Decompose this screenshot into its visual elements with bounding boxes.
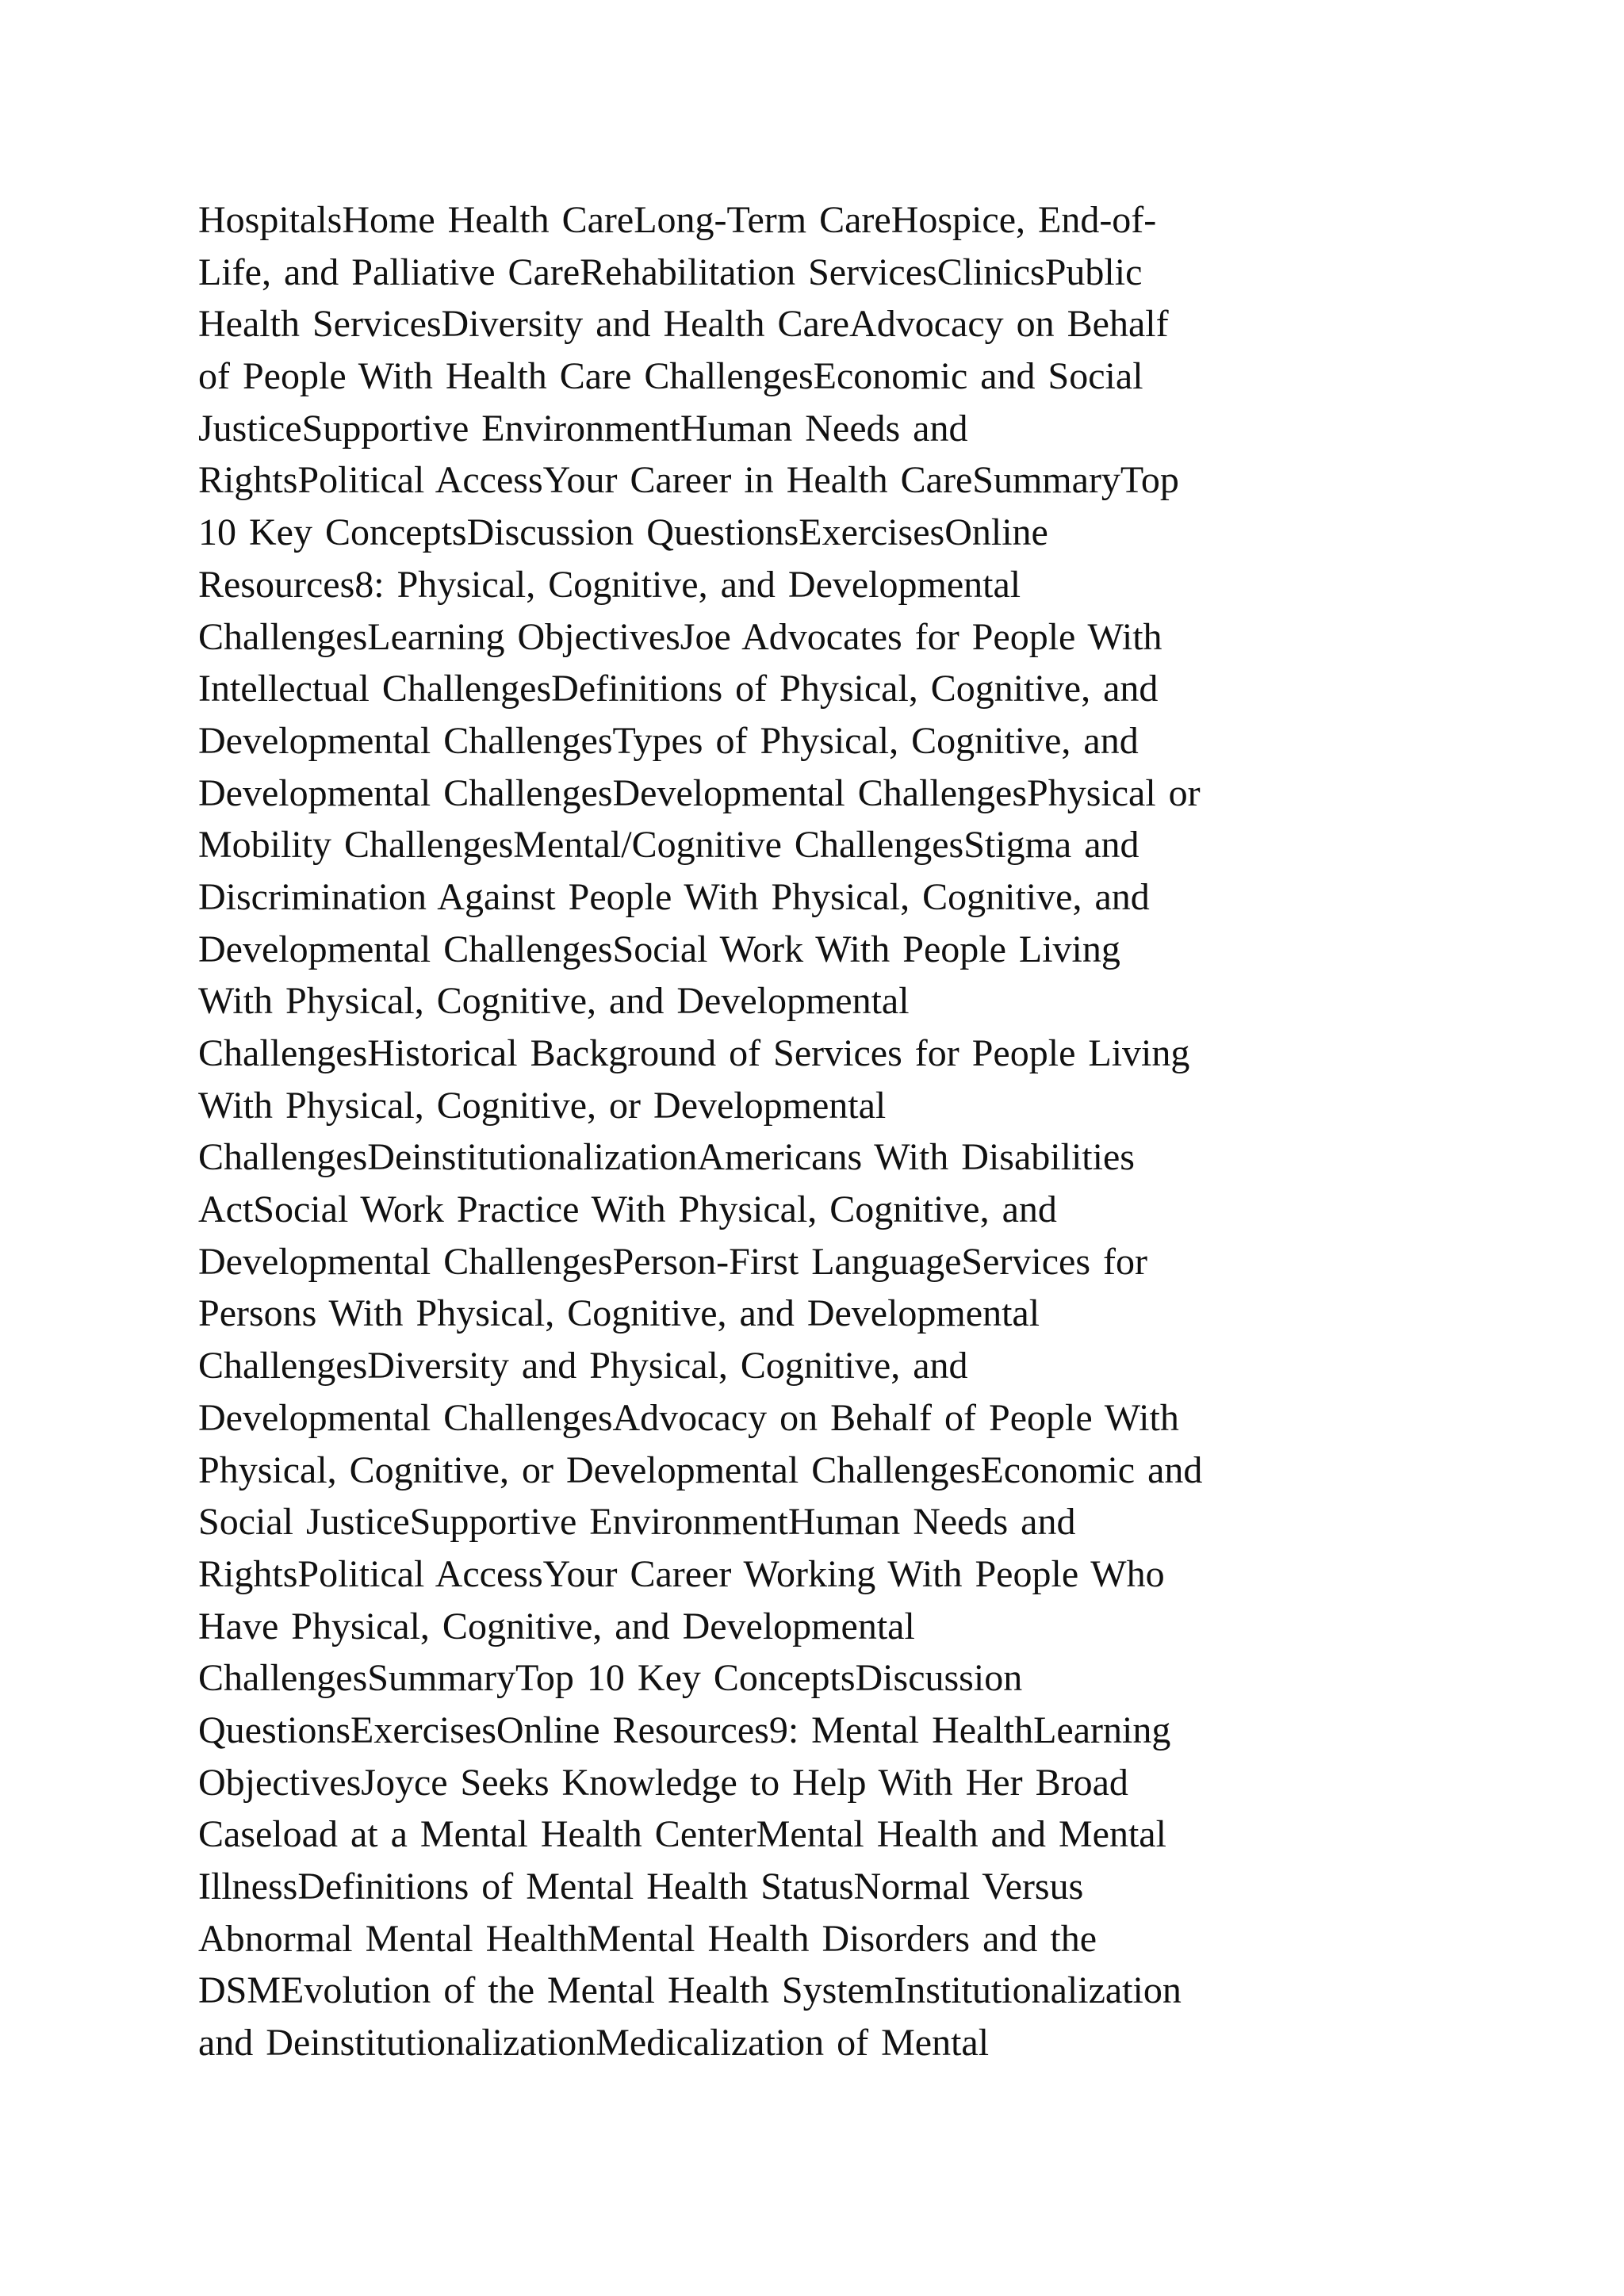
text-line: Developmental ChallengesDevelopmental ChallengesPhysical or: [198, 771, 1201, 814]
text-line: Abnormal Mental HealthMental Health Disorders and the: [198, 1917, 1097, 1960]
text-line: Mobility ChallengesMental/Cognitive ChallengesStigma and: [198, 824, 1139, 867]
text-line: With Physical, Cognitive, or Developmental: [198, 1084, 887, 1127]
text-line: Health ServicesDiversity and Health CareAdvocacy on Behalf: [198, 303, 1169, 346]
text-line: Developmental ChallengesTypes of Physical, Cognitive, and: [198, 719, 1139, 762]
text-line: Social JusticeSupportive EnvironmentHuman Needs and: [198, 1501, 1076, 1544]
text-line: Have Physical, Cognitive, and Developmental: [198, 1605, 915, 1647]
text-line: Developmental ChallengesAdvocacy on Behalf of People With: [198, 1396, 1179, 1439]
body-text: [198, 194, 1467, 2069]
text-line: ChallengesLearning ObjectivesJoe Advocates for People With: [198, 615, 1162, 658]
text-line: and DeinstitutionalizationMedicalization of Mental: [198, 2022, 990, 2064]
text-line: ActSocial Work Practice With Physical, Cognitive, and: [198, 1188, 1057, 1231]
text-line: Caseload at a Mental Health CenterMental Health and Mental: [198, 1813, 1166, 1856]
text-line: ChallengesSummaryTop 10 Key ConceptsDiscussion: [198, 1657, 1023, 1700]
text-line: Intellectual ChallengesDefinitions of Physical, Cognitive, and: [198, 668, 1159, 710]
text-line: of People With Health Care ChallengesEconomic and Social: [198, 355, 1143, 398]
text-line: HospitalsHome Health CareLong-Term CareHospice, End-of-: [198, 199, 1157, 241]
text-line: Physical, Cognitive, or Developmental ChallengesEconomic and: [198, 1448, 1203, 1491]
text-line: QuestionsExercisesOnline Resources9: Mental HealthLearning: [198, 1709, 1171, 1751]
text-line: Developmental ChallengesPerson-First LanguageServices for: [198, 1240, 1147, 1283]
text-line: ChallengesDeinstitutionalizationAmericans With Disabilities: [198, 1136, 1135, 1179]
text-line: ChallengesDiversity and Physical, Cognitive, and: [198, 1345, 968, 1387]
text-line: IllnessDefinitions of Mental Health StatusNormal Versus: [198, 1866, 1084, 1908]
text-line: RightsPolitical AccessYour Career in Health CareSummaryTop: [198, 459, 1179, 502]
text-line: 10 Key ConceptsDiscussion QuestionsExercisesOnline: [198, 511, 1048, 554]
text-line: With Physical, Cognitive, and Developmental: [198, 980, 910, 1023]
text-line: Discrimination Against People With Physical, Cognitive, and: [198, 875, 1150, 918]
text-line: ChallengesHistorical Background of Services for People Living: [198, 1032, 1190, 1074]
text-line: Resources8: Physical, Cognitive, and Developmental: [198, 563, 1021, 606]
text-line: DSMEvolution of the Mental Health SystemInstitutionalization: [198, 1969, 1182, 2012]
text-line: Life, and Palliative CareRehabilitation ServicesClinicsPublic: [198, 251, 1143, 293]
text-line: ObjectivesJoyce Seeks Knowledge to Help With Her Broad: [198, 1761, 1128, 1804]
text-line: JusticeSupportive EnvironmentHuman Needs and: [198, 407, 968, 450]
text-line: Developmental ChallengesSocial Work With People Living: [198, 928, 1120, 970]
text-line: RightsPolitical AccessYour Career Working With People Who: [198, 1552, 1165, 1595]
text-line: Persons With Physical, Cognitive, and Developmental: [198, 1292, 1040, 1335]
